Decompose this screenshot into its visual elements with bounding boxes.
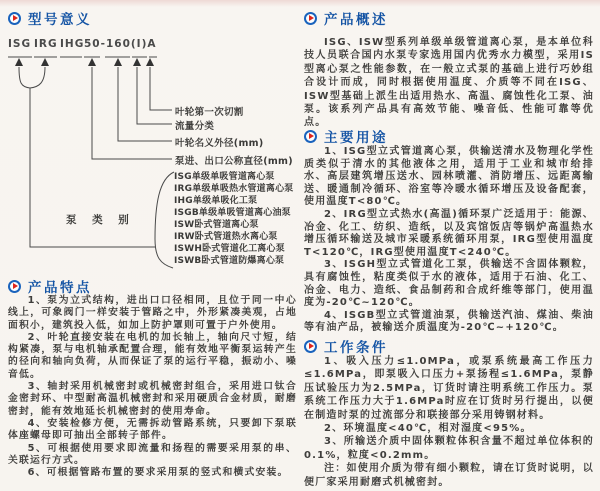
feature-item: 3、轴封采用机械密封或机械密封组合，采用进口钛合金密封环、中型耐高温机械密封和采用硬质合金材质，耐磨密封，能有效地延长机械密封的使用寿命。 xyxy=(8,381,297,417)
condition-item: 2、环境温度<40℃，相对湿度<95%。 xyxy=(324,423,532,435)
pump-type-item: IRG单级单吸热水管道离心泵 xyxy=(174,184,294,194)
model-code-token: IHG xyxy=(60,38,85,50)
feature-item: 1、泵为立式结构，进出口口径相同，且位于同一中心线上，可象阀门一样安装于管路之中，外形紧凑美观，占地面积小，建筑投入低，如加上防护罩则可置于户外使用。 xyxy=(8,295,297,331)
overview-section-header xyxy=(304,10,388,26)
section-bullet-icon xyxy=(304,340,317,353)
callout-port-dia: 泵进、出口公称直径(mm) xyxy=(175,156,293,167)
overview-body xyxy=(304,36,594,130)
pump-type-item: ISWB卧式管道防爆离心泵 xyxy=(174,256,285,266)
callout-impeller-dia: 叶轮名义外径(mm) xyxy=(175,138,264,149)
section-title: 产品概述 xyxy=(324,12,388,28)
feature-item: 2、叶轮直接安装在电机的加长轴上，轴向尺寸短，结构紧凑，泵与电机轴承配置合理，能有效地平衡泵运转产生的径向和轴向负荷，从而保证了泵的运行平稳，振动小、噪音低。 xyxy=(8,331,297,380)
uses-body xyxy=(304,146,594,335)
pump-category-label: 泵 类 别 xyxy=(66,214,135,226)
pump-type-item: ISG单级单吸管道离心泵 xyxy=(174,172,275,182)
model-code-token: 50-160(I)A xyxy=(84,38,157,50)
condition-item: 3、所输送介质中固体颗粒体积含量不超过单位体积的0.1%，粒度<0.2mm。 xyxy=(304,436,594,461)
conditions-body xyxy=(304,355,594,489)
features-section-header xyxy=(8,278,92,294)
callout-flow-class: 流量分类 xyxy=(175,121,215,132)
section-bullet-icon xyxy=(8,280,21,293)
section-title: 工作条件 xyxy=(324,340,388,356)
condition-note: 注：如使用介质为带有细小颗粒，请在订货时说明，以便厂家采用耐磨式机械密封。 xyxy=(304,463,594,488)
features-body xyxy=(8,295,297,479)
pump-type-item: ISWH卧式管道化工离心泵 xyxy=(174,244,285,254)
feature-item: 4、安装检修方便，无需拆动管路系统，只要卸下泵联体座螺母即可抽出全部转子部件。 xyxy=(8,417,297,442)
model-code-diagram xyxy=(8,36,297,288)
use-item: 4、ISGB型立式管道油泵，供输送汽油、煤油、柴油等有油产品，被输送介质温度为-20℃~+120℃。 xyxy=(304,309,594,334)
pump-type-item: ISW卧式管道离心泵 xyxy=(174,220,259,230)
section-title: 产品特点 xyxy=(28,280,92,296)
model-code-token: ISG xyxy=(8,38,32,50)
feature-item: 6、可根据管路布置的要求采用泵的竖式和横式安装。 xyxy=(27,467,289,479)
pump-type-item: ISGB单级单吸管道离心油泵 xyxy=(174,208,291,218)
model-code-token: IRG xyxy=(34,38,58,50)
use-item: 1、ISG型立式管道离心泵，供输送清水及物理化学性质类似于清水的其他液体之用，适用于工业和城市给排水、高层建筑增压送水、园林喷灌、消防增压、远距离输送、暖通制冷循环、浴室等冷暖水循环增压及设备配套，使用温度T<80℃。 xyxy=(304,146,594,208)
section-bullet-icon xyxy=(304,130,317,143)
use-item: 3、ISGH型立式管道化工泵，供输送不含固体颗粒，具有腐蚀性，粘度类似于水的液体，适用于石油、化工、冶金、电力、造纸、食品制药和合成纤维等部门，使用温度为-20℃~120℃。 xyxy=(304,259,594,309)
feature-item: 5、可根据使用要求即流量和扬程的需要采用泵的串、关联运行方式。 xyxy=(8,442,297,466)
pump-type-item: IHG单级单吸化工泵 xyxy=(174,196,258,206)
uses-section-header xyxy=(304,128,388,144)
condition-item: 1、吸入压力≤1.0MPa，或泵系统最高工作压力≤1.6MPa，即泵吸入口压力+泵扬程≤1.6MPa，泵静压试验压力为2.5MPa，订货时请注明系统工作压力。泵系统工作压力大于1.6MPa时应在订货时另行提出，以便在制造时泵的过流部分和联接部分采用铸钢材料。 xyxy=(304,356,594,421)
pump-type-item: IRW卧式管道热水离心泵 xyxy=(174,232,278,242)
section-bullet-icon xyxy=(8,12,21,25)
section-bullet-icon xyxy=(304,12,317,25)
section-title: 型号意义 xyxy=(28,12,92,28)
use-item: 2、IRG型立式热水(高温)循环泵广泛适用于：能源、冶金、化工、纺织、造纸，以及宾馆饭店等锅炉高温热水增压循环输送及城市采暖系统循环用泵，IRG型使用温度T<120℃，IRG型使用温度T<240℃。 xyxy=(304,208,594,258)
callout-impeller-cut: 叶轮第一次切割 xyxy=(175,107,244,118)
conditions-section-header xyxy=(304,338,388,354)
overview-paragraph: ISG、ISW型系列单级单级管道离心泵，是本单位科技人员联合国内水泵专家选用国内优秀水力模型，采用IS型离心泵之性能参数，在一般立式泵的基础上进行巧妙组合设计而成，同时根据使用温度、介质等不同在ISG、ISW型基础上派生出适用热水、高温、腐蚀性化工泵、油泵。该系列产品具有高效节能、噪音低、性能可靠等优点。 xyxy=(304,37,594,129)
model-section-header xyxy=(8,10,92,26)
section-title: 主要用途 xyxy=(324,130,388,146)
